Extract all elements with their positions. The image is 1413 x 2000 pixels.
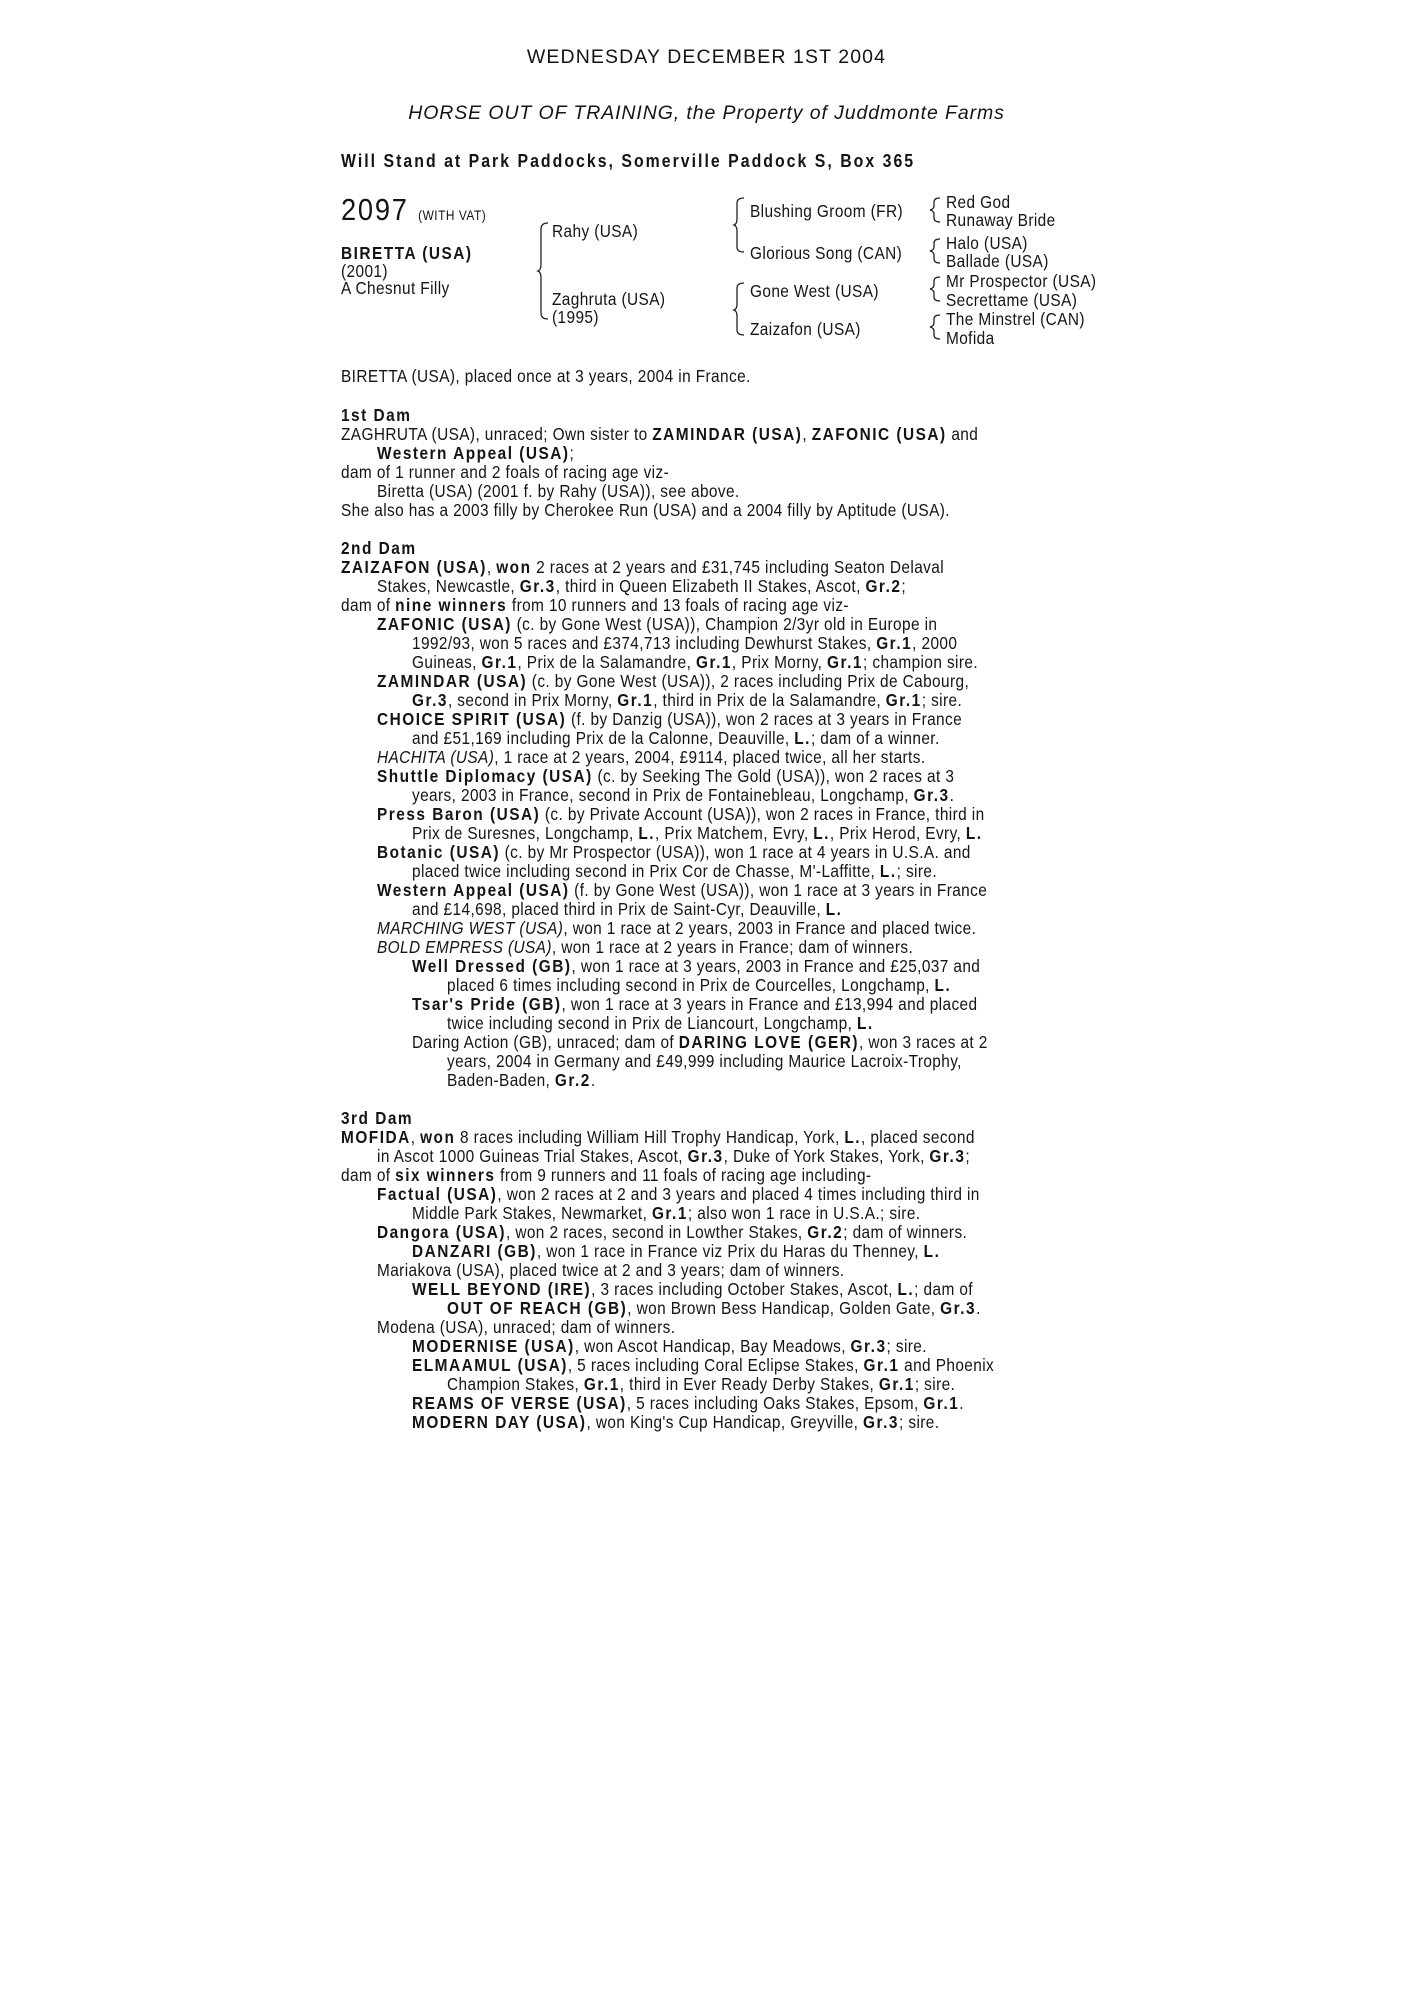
produce-entry: ELMAAMUL (USA), 5 races including Coral Eclipse Stakes, Gr.1 and Phoenix	[412, 1355, 995, 1375]
produce-entry: ZAMINDAR (USA) (c. by Gone West (USA)), 2 races including Prix de Cabourg,	[377, 671, 970, 691]
produce-entry: placed 6 times including second in Prix de Courcelles, Longchamp, L.	[447, 975, 952, 995]
first-dam-line: She also has a 2003 filly by Cherokee Run (USA) and a 2004 filly by Aptitude (USA).	[341, 500, 950, 520]
produce-entry: Well Dressed (GB), won 1 race at 3 years, 2003 in France and £25,037 and	[412, 956, 981, 976]
second-dam-line: ZAIZAFON (USA), won 2 races at 2 years and £31,745 including Seaton Delaval	[341, 557, 945, 577]
produce-entry: Shuttle Diplomacy (USA) (c. by Seeking The Gold (USA)), won 2 races at 3	[377, 766, 955, 786]
produce-entry: placed twice including second in Prix Cor de Chasse, M'-Laffitte, L.; sire.	[412, 861, 938, 881]
second-dam-line: Stakes, Newcastle, Gr.3, third in Queen Elizabeth II Stakes, Ascot, Gr.2;	[377, 576, 907, 596]
produce-entry: Guineas, Gr.1, Prix de la Salamandre, Gr.1, Prix Morny, Gr.1; champion sire.	[412, 652, 979, 672]
produce-entry: Botanic (USA) (c. by Mr Prospector (USA)), won 1 race at 4 years in U.S.A. and	[377, 842, 971, 862]
produce-entry: Mariakova (USA), placed twice at 2 and 3 years; dam of winners.	[377, 1260, 845, 1280]
produce-entry: Tsar's Pride (GB), won 1 race at 3 years in France and £13,994 and placed	[412, 994, 978, 1014]
pedigree-sd-sire: Halo (USA)	[946, 233, 1028, 253]
pedigree-sire-dam: Glorious Song (CAN)	[750, 243, 903, 263]
produce-entry: 1992/93, won 5 races and £374,713 including Dewhurst Stakes, Gr.1, 2000	[412, 633, 958, 653]
produce-entry: and £14,698, placed third in Prix de Saint-Cyr, Deauville, L.	[412, 899, 843, 919]
pedigree-bracket-sd	[930, 238, 944, 264]
vendor-subtitle: HORSE OUT OF TRAINING, the Property of Juddmonte Farms	[408, 102, 1005, 124]
first-dam-heading: 1st Dam	[341, 405, 412, 425]
pedigree-sire: Rahy (USA)	[552, 221, 639, 241]
pedigree-bracket-ss	[930, 197, 944, 223]
foaling-year: (2001)	[341, 261, 388, 281]
pedigree-dd-dam: Mofida	[946, 328, 995, 348]
pedigree-dam: Zaghruta (USA)	[552, 289, 666, 309]
produce-entry: twice including second in Prix de Liancourt, Longchamp, L.	[447, 1013, 874, 1033]
produce-entry: MODERNISE (USA), won Ascot Handicap, Bay Meadows, Gr.3; sire.	[412, 1336, 927, 1356]
horse-description: A Chesnut Filly	[341, 278, 450, 298]
third-dam-line: MOFIDA, won 8 races including William Hill Trophy Handicap, York, L., placed second	[341, 1127, 975, 1147]
produce-entry: Baden-Baden, Gr.2.	[447, 1070, 596, 1090]
produce-entry: BOLD EMPRESS (USA), won 1 race at 2 years in France; dam of winners.	[377, 937, 914, 957]
produce-entry: Modena (USA), unraced; dam of winners.	[377, 1317, 676, 1337]
vat-note: (WITH VAT)	[418, 208, 487, 223]
third-dam-line: in Ascot 1000 Guineas Trial Stakes, Ascot, Gr.3, Duke of York Stakes, York, Gr.3;	[377, 1146, 971, 1166]
produce-entry: REAMS OF VERSE (USA), 5 races including Oaks Stakes, Epsom, Gr.1.	[412, 1393, 964, 1413]
first-dam-line: Biretta (USA) (2001 f. by Rahy (USA)), see above.	[377, 481, 740, 501]
produce-entry: WELL BEYOND (IRE), 3 races including October Stakes, Ascot, L.; dam of	[412, 1279, 973, 1299]
pedigree-ds-dam: Secrettame (USA)	[946, 290, 1078, 310]
race-record: BIRETTA (USA), placed once at 3 years, 2004 in France.	[341, 366, 751, 386]
produce-entry: Champion Stakes, Gr.1, third in Ever Ready Derby Stakes, Gr.1; sire.	[447, 1374, 956, 1394]
pedigree-bracket-gen1	[538, 222, 552, 322]
pedigree-sire-sire: Blushing Groom (FR)	[750, 201, 904, 221]
produce-entry: years, 2004 in Germany and £49,999 including Maurice Lacroix-Trophy,	[447, 1051, 962, 1071]
pedigree-dam-sire: Gone West (USA)	[750, 281, 879, 301]
pedigree-bracket-dd	[930, 314, 944, 340]
pedigree-dam-year: (1995)	[552, 307, 599, 327]
produce-entry: and £51,169 including Prix de la Calonne, Deauville, L.; dam of a winner.	[412, 728, 940, 748]
horse-name: BIRETTA (USA)	[341, 243, 473, 263]
pedigree-ss-sire: Red God	[946, 192, 1011, 212]
produce-entry: DANZARI (GB), won 1 race in France viz Prix du Haras du Thenney, L.	[412, 1241, 941, 1261]
pedigree-bracket-dam	[734, 282, 748, 340]
produce-entry: HACHITA (USA), 1 race at 2 years, 2004, £9114, placed twice, all her starts.	[377, 747, 926, 767]
produce-entry: Dangora (USA), won 2 races, second in Lowther Stakes, Gr.2; dam of winners.	[377, 1222, 968, 1242]
produce-entry: Daring Action (GB), unraced; dam of DARING LOVE (GER), won 3 races at 2	[412, 1032, 988, 1052]
produce-entry: Prix de Suresnes, Longchamp, L., Prix Matchem, Evry, L., Prix Herod, Evry, L.	[412, 823, 983, 843]
sale-date: WEDNESDAY DECEMBER 1ST 2004	[526, 46, 887, 68]
first-dam-line: ZAGHRUTA (USA), unraced; Own sister to ZAMINDAR (USA), ZAFONIC (USA) and	[341, 424, 979, 444]
produce-entry: Press Baron (USA) (c. by Private Account (USA)), won 2 races in France, third in	[377, 804, 985, 824]
pedigree-dam-dam: Zaizafon (USA)	[750, 319, 861, 339]
pedigree-dd-sire: The Minstrel (CAN)	[946, 309, 1085, 329]
third-dam-heading: 3rd Dam	[341, 1108, 414, 1128]
pedigree-sd-dam: Ballade (USA)	[946, 251, 1049, 271]
second-dam-heading: 2nd Dam	[341, 538, 417, 558]
produce-entry: MODERN DAY (USA), won King's Cup Handicap, Greyville, Gr.3; sire.	[412, 1412, 940, 1432]
first-dam-line: dam of 1 runner and 2 foals of racing age viz-	[341, 462, 670, 482]
produce-entry: years, 2003 in France, second in Prix de Fontainebleau, Longchamp, Gr.3.	[412, 785, 955, 805]
third-dam-line: dam of six winners from 9 runners and 11 foals of racing age including-	[341, 1165, 872, 1185]
pedigree-ds-sire: Mr Prospector (USA)	[946, 271, 1097, 291]
produce-entry: Factual (USA), won 2 races at 2 and 3 years and placed 4 times including third in	[377, 1184, 980, 1204]
pedigree-bracket-sire	[734, 197, 748, 257]
produce-entry: ZAFONIC (USA) (c. by Gone West (USA)), Champion 2/3yr old in Europe in	[377, 614, 938, 634]
produce-entry: CHOICE SPIRIT (USA) (f. by Danzig (USA)), won 2 races at 3 years in France	[377, 709, 963, 729]
produce-entry: OUT OF REACH (GB), won Brown Bess Handicap, Golden Gate, Gr.3.	[447, 1298, 981, 1318]
produce-entry: MARCHING WEST (USA), won 1 race at 2 years, 2003 in France and placed twice.	[377, 918, 977, 938]
second-dam-line: dam of nine winners from 10 runners and 13 foals of racing age viz-	[341, 595, 849, 615]
lot-number: 2097 (WITH VAT)	[341, 192, 487, 227]
pedigree-bracket-ds	[930, 276, 944, 302]
first-dam-line: Western Appeal (USA);	[377, 443, 575, 463]
produce-entry: Gr.3, second in Prix Morny, Gr.1, third in Prix de la Salamandre, Gr.1; sire.	[412, 690, 963, 710]
stand-location: Will Stand at Park Paddocks, Somerville Paddock S, Box 365	[341, 151, 916, 171]
pedigree-ss-dam: Runaway Bride	[946, 210, 1056, 230]
produce-entry: Middle Park Stakes, Newmarket, Gr.1; also won 1 race in U.S.A.; sire.	[412, 1203, 921, 1223]
produce-entry: Western Appeal (USA) (f. by Gone West (USA)), won 1 race at 3 years in France	[377, 880, 988, 900]
